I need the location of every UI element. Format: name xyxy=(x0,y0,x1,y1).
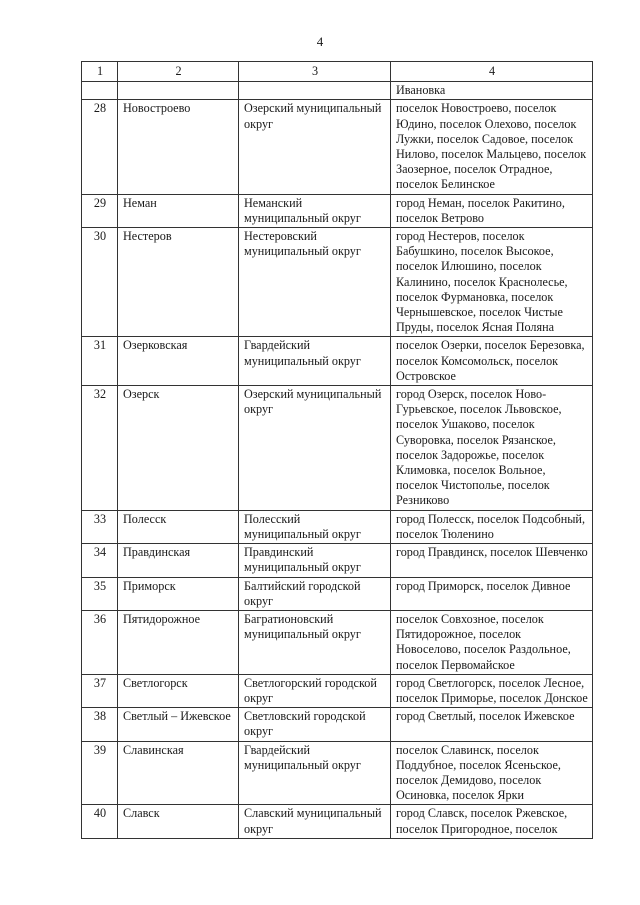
district-cell: Багратионовский муниципальный округ xyxy=(239,610,391,674)
row-number-cell: 39 xyxy=(82,741,118,805)
settlement-name-cell: Нестеров xyxy=(118,228,239,337)
settlement-name-cell: Полесск xyxy=(118,510,239,543)
row-number-cell: 31 xyxy=(82,337,118,386)
table-row xyxy=(82,194,593,227)
settlement-name-cell: Озерковская xyxy=(118,337,239,386)
settlements-list-cell: город Приморск, поселок Дивное xyxy=(391,577,593,610)
table-row xyxy=(82,674,593,707)
settlements-list-cell: поселок Славинск, поселок Поддубное, поселок Ясеньское, поселок Демидово, поселок Осиновка, поселок Ярки xyxy=(391,741,593,805)
settlement-name-cell: Неман xyxy=(118,194,239,227)
district-cell: Полесский муниципальный округ xyxy=(239,510,391,543)
page-number: 4 xyxy=(316,34,324,49)
district-cell: Озерский муниципальный округ xyxy=(239,386,391,511)
settlements-list-cell: поселок Совхозное, поселок Пятидорожное, поселок Новоселово, поселок Раздольное, поселок Первомайское xyxy=(391,610,593,674)
row-number-cell: 29 xyxy=(82,194,118,227)
district-cell: Светловский городской округ xyxy=(239,708,391,741)
column-header: 4 xyxy=(391,62,593,82)
row-number-cell: 30 xyxy=(82,228,118,337)
table-row xyxy=(82,228,593,337)
district-cell: Славский муниципальный округ xyxy=(239,805,391,838)
table-header-row xyxy=(82,62,593,82)
table-row xyxy=(82,82,593,100)
settlement-name-cell: Славинская xyxy=(118,741,239,805)
settlement-name-cell: Пятидорожное xyxy=(118,610,239,674)
settlements-list-cell: город Светлый, поселок Ижевское xyxy=(391,708,593,741)
row-number-cell: 32 xyxy=(82,386,118,511)
table-row xyxy=(82,337,593,386)
district-cell: Правдинский муниципальный округ xyxy=(239,544,391,577)
settlement-name-cell: Светлогорск xyxy=(118,674,239,707)
settlements-list-cell: поселок Озерки, поселок Березовка, поселок Комсомольск, поселок Островское xyxy=(391,337,593,386)
row-number-cell: 34 xyxy=(82,544,118,577)
table-row xyxy=(82,610,593,674)
settlement-name-cell: Светлый – Ижевское xyxy=(118,708,239,741)
row-number-cell: 38 xyxy=(82,708,118,741)
row-number-cell: 28 xyxy=(82,100,118,194)
settlements-list-cell: город Правдинск, поселок Шевченко xyxy=(391,544,593,577)
table-row xyxy=(82,100,593,194)
settlements-list-cell: Ивановка xyxy=(391,82,593,100)
settlements-list-cell: город Светлогорск, поселок Лесное, поселок Приморье, поселок Донское xyxy=(391,674,593,707)
table-row xyxy=(82,577,593,610)
row-number-cell: 35 xyxy=(82,577,118,610)
column-header: 2 xyxy=(118,62,239,82)
settlements-list-cell: поселок Новостроево, поселок Юдино, поселок Олехово, поселок Лужки, поселок Садовое, поселок Нилово, поселок Мальцево, поселок Заозерное, поселок Отрадное, поселок Белинское xyxy=(391,100,593,194)
settlement-name-cell: Славск xyxy=(118,805,239,838)
column-header: 1 xyxy=(82,62,118,82)
district-cell: Неманский муниципальный округ xyxy=(239,194,391,227)
row-number-cell: 36 xyxy=(82,610,118,674)
settlement-name-cell: Приморск xyxy=(118,577,239,610)
settlements-list-cell: город Неман, поселок Ракитино, поселок Ветрово xyxy=(391,194,593,227)
row-number-cell: 40 xyxy=(82,805,118,838)
row-number-cell: 33 xyxy=(82,510,118,543)
column-header: 3 xyxy=(239,62,391,82)
district-cell: Нестеровский муниципальный округ xyxy=(239,228,391,337)
table-row xyxy=(82,544,593,577)
settlements-list-cell: город Нестеров, поселок Бабушкино, поселок Высокое, поселок Илюшино, поселок Калинино, поселок Краснолесье, поселок Фурмановка, поселок Чернышевское, поселок Чистые Пруды, поселок Ясная Поляна xyxy=(391,228,593,337)
table-row xyxy=(82,510,593,543)
settlement-name-cell: Новостроево xyxy=(118,100,239,194)
table-row xyxy=(82,805,593,838)
table-row xyxy=(82,386,593,511)
table-row xyxy=(82,741,593,805)
district-cell: Балтийский городской округ xyxy=(239,577,391,610)
settlements-table xyxy=(81,61,593,839)
district-cell: Озерский муниципальный округ xyxy=(239,100,391,194)
district-cell xyxy=(239,82,391,100)
settlement-name-cell: Правдинская xyxy=(118,544,239,577)
district-cell: Гвардейский муниципальный округ xyxy=(239,337,391,386)
settlement-name-cell: Озерск xyxy=(118,386,239,511)
settlement-name-cell xyxy=(118,82,239,100)
settlements-list-cell: город Славск, поселок Ржевское, поселок Пригородное, поселок xyxy=(391,805,593,838)
settlements-list-cell: город Озерск, поселок Ново-Гурьевское, поселок Львовское, поселок Ушаково, поселок Суворовка, поселок Рязанское, поселок Задорожье, поселок Климовка, поселок Вольное, поселок Чистополье, поселок Резниково xyxy=(391,386,593,511)
row-number-cell: 37 xyxy=(82,674,118,707)
row-number-cell xyxy=(82,82,118,100)
settlements-list-cell: город Полесск, поселок Подсобный, поселок Тюленино xyxy=(391,510,593,543)
district-cell: Светлогорский городской округ xyxy=(239,674,391,707)
district-cell: Гвардейский муниципальный округ xyxy=(239,741,391,805)
table-row xyxy=(82,708,593,741)
